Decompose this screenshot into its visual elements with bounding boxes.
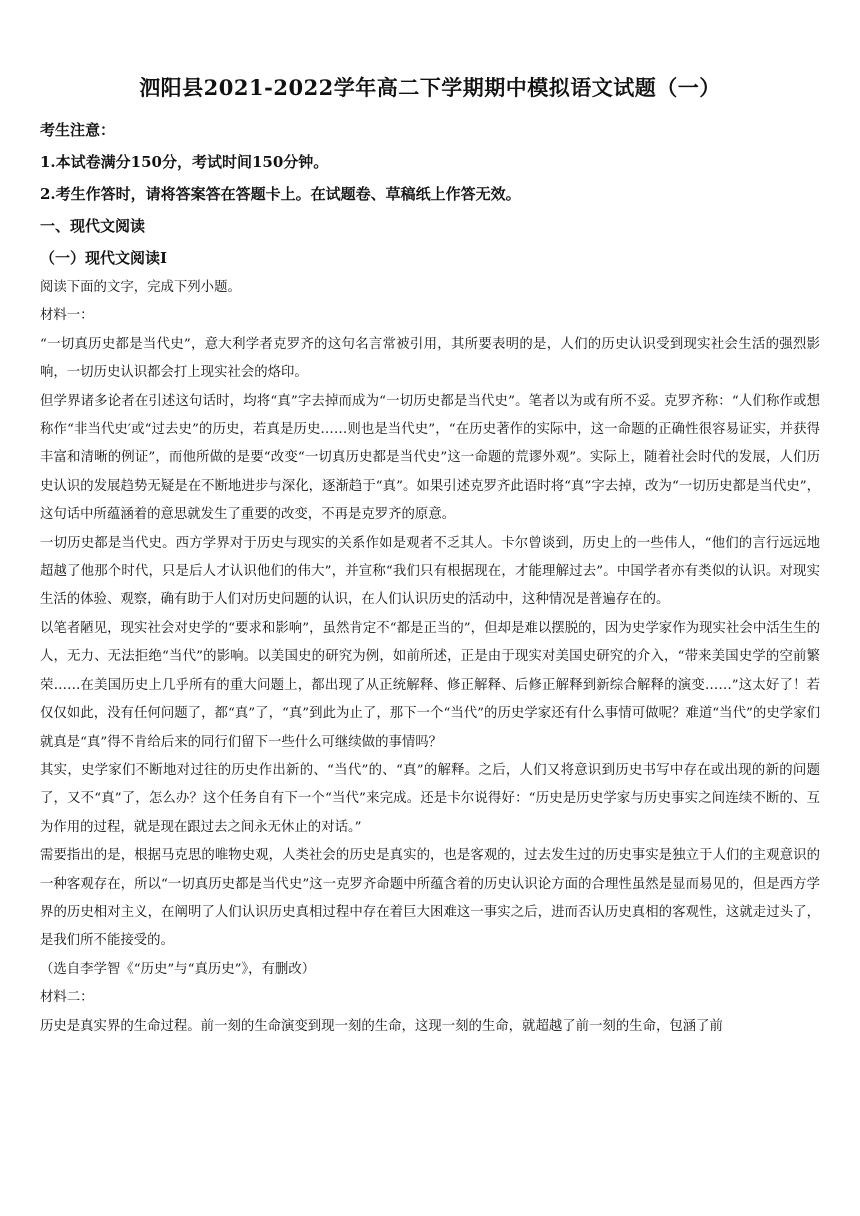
paragraph-6: 需要指出的是，根据马克思的唯物史观，人类社会的历史是真实的，也是客观的，过去发生过的历史事实是独立于人们的主观意识的一种客观存在，所以“一切真历史都是当代史”这一克罗齐命题中所蕴含着的历史认识论方面的合理性虽然是显而易见的，但是西方学界的历史相对主义，在阐明了人们认识历史真相过程中存在着巨大困难这一事实之后，进而否认历史真相的客观性，这就走过头了，是我们所不能接受的。 <box>40 848 820 949</box>
source-note: （选自李学智《“历史”与“真历史”》，有删改） <box>40 961 316 977</box>
notice-heading: 考生注意： <box>40 121 116 139</box>
paragraph-2: 但学界诸多论者在引述这句话时，均将“真”字去掉而成为“一切历史都是当代史”。笔者以为或有所不妥。克罗齐称：“人们称作或想称作“非当代史′或“过去史”的历史，若真是历史……则也是当代史”，“在历史著作的实际中，这一命题的正确性很容易证实，并获得丰富和清晰的例证”，而他所做的是要“改变“一切真历史都是当代史”这一命题的荒谬外观”。实际上，随着社会时代的发展，人们历史认识的发展趋势无疑是在不断地进步与深化，逐渐趋于“真”。如果引述克罗齐此语时将“真”字去掉，改为“一切历史都是当代史”，这句话中所蕴涵着的意思就发生了重要的改变，不再是克罗齐的原意。 <box>40 393 820 523</box>
paragraph-5: 其实，史学家们不断地对过往的历史作出新的、“当代”的、“真”的解释。之后，人们又将意识到历史书写中存在或出现的新的问题了，又不“真”了，怎么办？这个任务自有下一个“当代”来完成。还是卡尔说得好：“历史是历史学家与历史事实之间连续不断的、互为作用的过程，就是现在跟过去之间永无休止的对话。” <box>40 762 820 835</box>
material-1-label: 材料一： <box>40 308 94 324</box>
notice-item-2: 2.考生作答时，请将答案答在答题卡上。在试题卷、草稿纸上作答无效。 <box>40 185 521 203</box>
section-heading: 一、现代文阅读 <box>40 217 146 235</box>
material-2-text: 历史是真实界的生命过程。前一刻的生命演变到现一刻的生命，这现一刻的生命，就超越了前一刻的生命，包涵了前 <box>40 1018 723 1034</box>
instruction-text: 阅读下面的文字，完成下列小题。 <box>40 280 241 295</box>
exam-title: 泗阳县2021-2022学年高二下学期期中模拟语文试题（一） <box>139 75 721 100</box>
paragraph-1: “一切真历史都是当代史”，意大利学者克罗齐的这句名言常被引用，其所要表明的是，人们的历史认识受到现实社会生活的强烈影响，一切历史认识都会打上现实社会的烙印。 <box>40 336 820 381</box>
notice-item-1: 1.本试卷满分150分，考试时间150分钟。 <box>40 153 329 171</box>
paragraph-3: 一切历史都是当代史。西方学界对于历史与现实的关系作如是观者不乏其人。卡尔曾谈到，历史上的一些伟人，“他们的言行远远地超越了他那个时代，只是后人才认识他们的伟大”，并宣称“我们只有根据现在，才能理解过去”。中国学者亦有类似的认识。对现实生活的体验、观察，确有助于人们对历史问题的认识，在人们认识历史的活动中，这种情况是普遍存在的。 <box>40 535 820 608</box>
material-2-label: 材料二： <box>40 990 94 1006</box>
paragraph-4: 以笔者陋见，现实社会对史学的“要求和影响”，虽然肯定不“都是正当的”，但却是难以摆脱的，因为史学家作为现实社会中活生生的人，无力、无法拒绝“当代”的影响。以美国史的研究为例，如前所述，正是由于现实对美国史研究的介入，“带来美国史学的空前繁荣……在美国历史上几乎所有的重大问题上，都出现了从正统解释、修正解释、后修正解释到新综合解释的演变……”这太好了！若仅仅如此，没有任何问题了，都“真”了，“真”到此为止了，那下一个“当代”的历史学家还有什么事情可做呢？难道“当代”的史学家们就真是“真”得不肯给后来的同行们留下一些什么可继续做的事情吗？ <box>40 620 820 750</box>
exam-page <box>40 62 820 1041</box>
subsection-heading: （一）现代文阅读Ⅰ <box>40 249 168 267</box>
